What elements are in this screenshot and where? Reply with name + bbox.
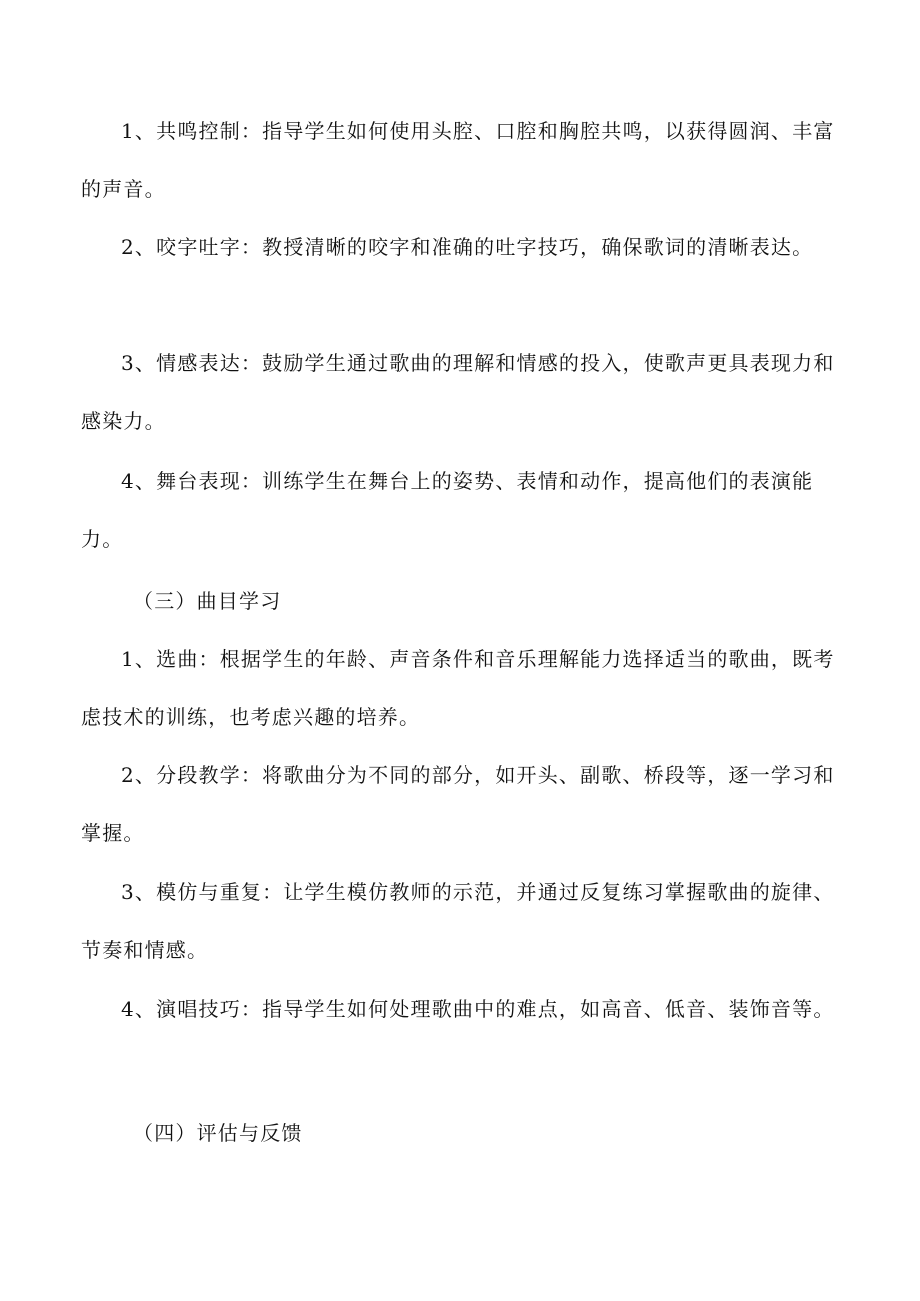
paragraph-articulation: 2、咬字吐字：教授清晰的咬字和准确的吐字技巧，确保歌词的清晰表达。 <box>121 235 814 259</box>
paragraph-stage-performance: 4、舞台表现：训练学生在舞台上的姿势、表情和动作，提高他们的表演能力。 <box>81 469 814 551</box>
paragraph-song-selection: 1、选曲：根据学生的年龄、声音条件和音乐理解能力选择适当的歌曲，既考虑技术的训练，也考虑兴趣的培养。 <box>81 647 835 729</box>
paragraph-imitation-repetition: 3、模仿与重复：让学生模仿教师的示范，并通过反复练习掌握歌曲的旋律、节奏和情感。 <box>81 880 835 962</box>
paragraph-singing-technique: 4、演唱技巧：指导学生如何处理歌曲中的难点，如高音、低音、装饰音等。 <box>121 997 835 1021</box>
section-heading-assessment: （四）评估与反馈 <box>133 1121 303 1145</box>
paragraph-sectional-teaching: 2、分段教学：将歌曲分为不同的部分，如开头、副歌、桥段等，逐一学习和掌握。 <box>81 763 835 845</box>
section-heading-repertoire: （三）曲目学习 <box>133 589 282 613</box>
paragraph-emotional-expression: 3、情感表达：鼓励学生通过歌曲的理解和情感的投入，使歌声更具表现力和感染力。 <box>81 351 835 433</box>
paragraph-resonance-control: 1、共鸣控制：指导学生如何使用头腔、口腔和胸腔共鸣，以获得圆润、丰富的声音。 <box>81 119 835 201</box>
